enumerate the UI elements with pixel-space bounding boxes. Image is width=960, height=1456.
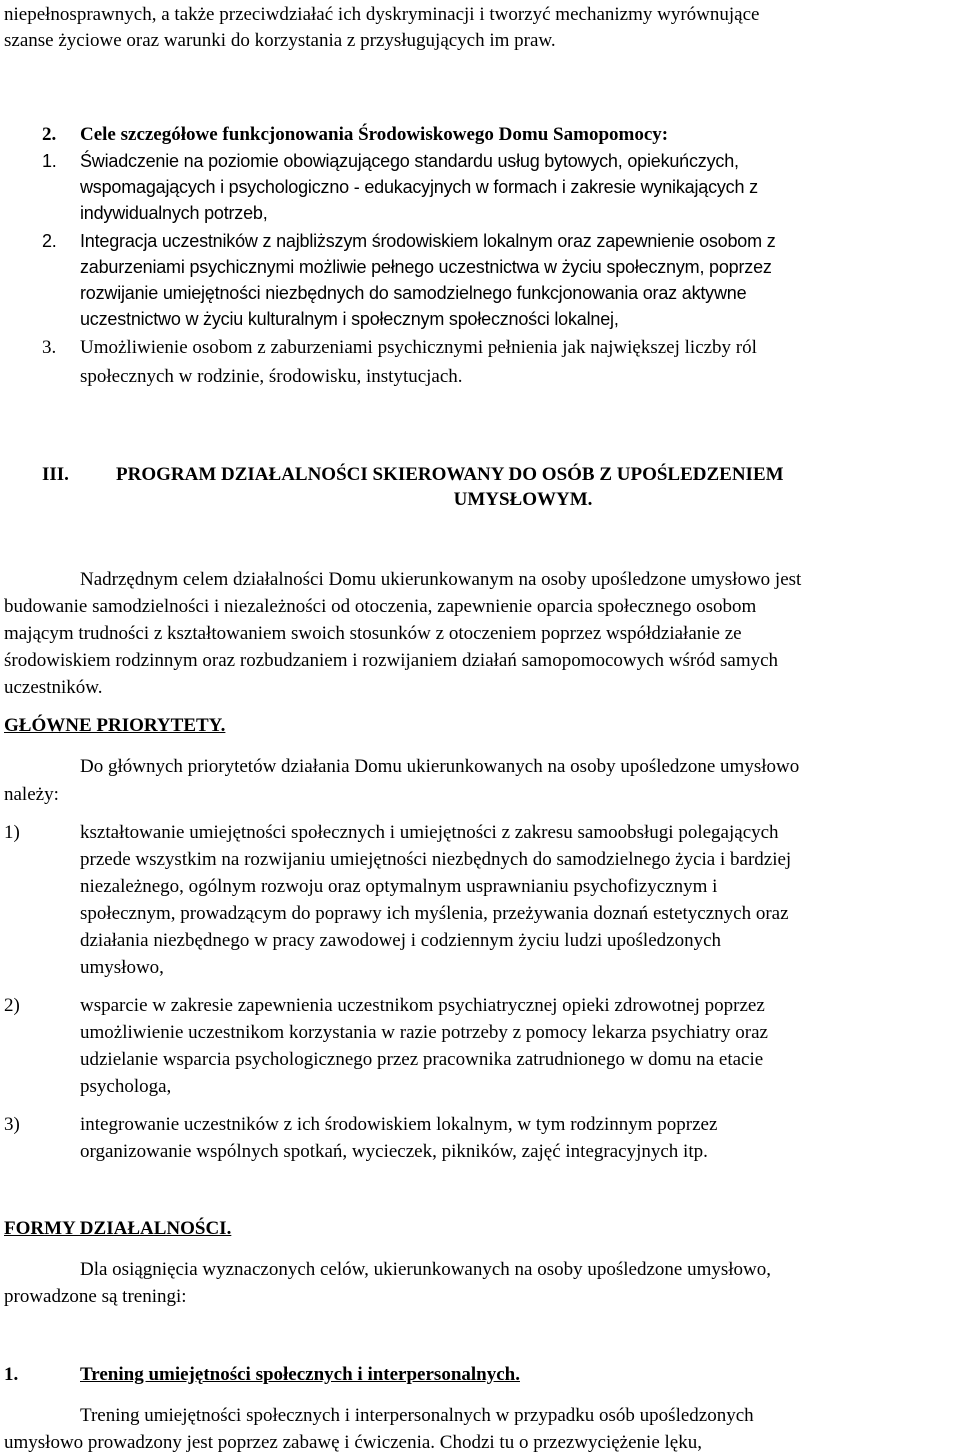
priority-line: działania niezbędnego w pracy zawodowej i codziennym życiu ludzi upośledzonych (80, 930, 722, 951)
priority-line: organizowanie wspólnych spotkań, wycieczek, pikników, zajęć integracyjnych itp. (80, 1141, 708, 1162)
priorities-heading: GŁÓWNE PRIORYTETY. (4, 715, 226, 736)
priority-line: społecznym, prowadzącym do poprawy ich myślenia, przeżywania doznań estetycznych oraz (80, 903, 789, 924)
training-title: Trening umiejętności społecznych i interpersonalnych. (80, 1364, 520, 1385)
priority-number: 3) (4, 1114, 20, 1135)
paragraph-line: budowanie samodzielności i niezależności od otoczenia, zapewnienie oparcia społecznego osobom (4, 596, 757, 617)
goal-line: zaburzeniami psychicznymi możliwie pełnego uczestnictwa w życiu społecznym, poprzez (80, 257, 772, 277)
goal-line: indywidualnych potrzeb, (80, 203, 268, 223)
goal-line: wspomagających i psychologiczno - edukacyjnych w formach i zakresie wynikających z (80, 177, 758, 197)
training-number: 1. (4, 1364, 19, 1385)
forms-intro: prowadzone są treningi: (4, 1286, 187, 1307)
priority-line: niezależnego, ogólnym rozwoju oraz optymalnym usprawnianiu psychofizycznym i (80, 876, 718, 897)
goal-number: 3. (42, 337, 57, 358)
forms-heading: FORMY DZIAŁALNOŚCI. (4, 1218, 232, 1239)
intro-line: szanse życiowe oraz warunki do korzystania z przysługujących im praw. (4, 30, 556, 51)
goal-line: rozwijanie umiejętności niezbędnych do samodzielnego funkcjonowania oraz aktywne (80, 283, 747, 303)
goal-line: społecznych w rodzinie, środowisku, instytucjach. (80, 366, 463, 387)
priority-line: kształtowanie umiejętności społecznych i umiejętności z zakresu samoobsługi polegających (80, 822, 779, 843)
priority-line: umożliwienie uczestnikom korzystania w razie potrzeby z pomocy lekarza psychiatry oraz (80, 1022, 768, 1043)
goals-heading-number: 2. (42, 124, 57, 145)
goal-number: 1. (42, 151, 57, 171)
paragraph-line: Nadrzędnym celem działalności Domu ukierunkowanym na osoby upośledzone umysłowo jest (80, 569, 802, 590)
goals-heading: Cele szczegółowe funkcjonowania Środowiskowego Domu Samopomocy: (80, 124, 669, 145)
paragraph-line: środowiskiem rodzinnym oraz rozbudzaniem i rozwijaniem działań samopomocowych wśród samych (4, 650, 779, 671)
section-title: PROGRAM DZIAŁALNOŚCI SKIEROWANY DO OSÓB Z UPOŚLEDZENIEM (116, 464, 784, 485)
section-number: III. (42, 464, 69, 485)
training-line: Trening umiejętności społecznych i interpersonalnych w przypadku osób upośledzonych (80, 1405, 754, 1426)
forms-intro: Dla osiągnięcia wyznaczonych celów, ukierunkowanych na osoby upośledzone umysłowo, (80, 1259, 772, 1280)
priority-line: przede wszystkim na rozwijaniu umiejętności niezbędnych do samodzielnego życia i bardziej (80, 849, 792, 870)
paragraph-line: uczestników. (4, 677, 103, 698)
priority-number: 2) (4, 995, 20, 1016)
priority-number: 1) (4, 822, 20, 843)
training-line: umysłowo prowadzony jest poprzez zabawę i ćwiczenia. Chodzi tu o przezwyciężenie lęku, (4, 1432, 702, 1453)
priorities-intro: należy: (4, 784, 59, 805)
priority-line: umysłowo, (80, 957, 164, 978)
priority-line: udzielanie wsparcia psychologicznego przez pracownika zatrudnionego w domu na etacie (80, 1049, 764, 1070)
goal-line: uczestnictwo w życiu kulturalnym i społecznym społeczności lokalnej, (80, 309, 619, 329)
priority-line: psychologa, (80, 1076, 172, 1097)
goal-line: Świadczenie na poziomie obowiązującego standardu usług bytowych, opiekuńczych, (80, 151, 739, 171)
intro-line: niepełnosprawnych, a także przeciwdziałać ich dyskryminacji i tworzyć mechanizmy wyrównujące (4, 4, 760, 25)
paragraph-line: mającym trudności z kształtowaniem swoich stosunków z otoczeniem poprzez współdziałanie ze (4, 623, 742, 644)
section-title: UMYSŁOWYM. (453, 489, 593, 510)
priorities-intro: Do głównych priorytetów działania Domu ukierunkowanych na osoby upośledzone umysłowo (80, 756, 800, 777)
priority-line: integrowanie uczestników z ich środowiskiem lokalnym, w tym rodzinnym poprzez (80, 1114, 718, 1135)
goal-line: Umożliwienie osobom z zaburzeniami psychicznymi pełnienia jak największej liczby ról (80, 337, 757, 358)
goal-number: 2. (42, 231, 57, 251)
priority-line: wsparcie w zakresie zapewnienia uczestnikom psychiatrycznej opieki zdrowotnej poprzez (80, 995, 765, 1016)
goal-line: Integracja uczestników z najbliższym środowiskiem lokalnym oraz zapewnienie osobom z (80, 231, 776, 251)
